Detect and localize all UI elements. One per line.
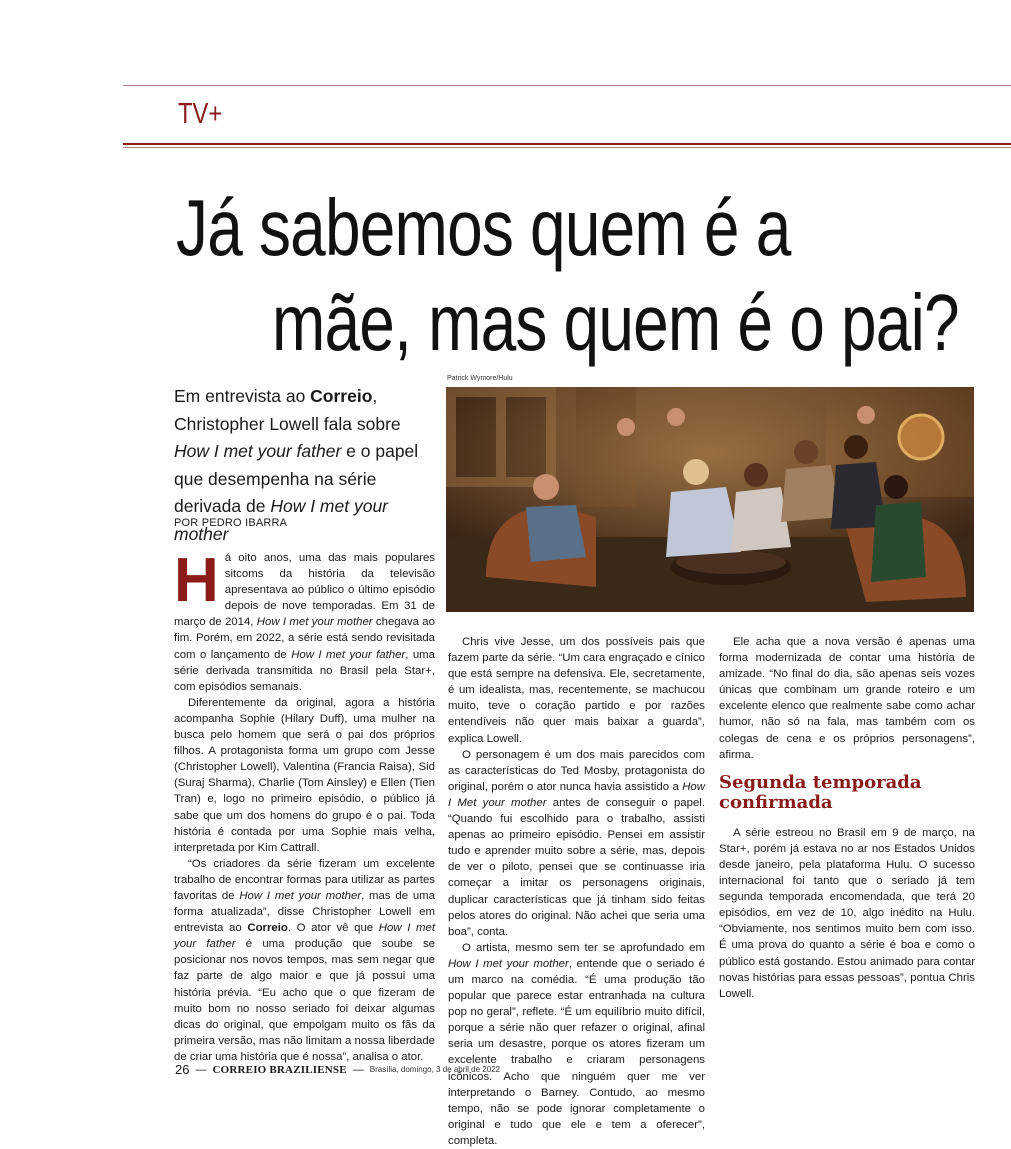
deck: Em entrevista ao Correio, Christopher Lowell fala sobre How I met your father e o papel que desempenha na série derivada de How I met your mother bbox=[174, 386, 419, 544]
page-number: 26 bbox=[175, 1062, 190, 1077]
article-column-1: Há oito anos, uma das mais populares sitcoms da história da televisão apresentava ao público o último episódio depois de nove temporadas. Em 31 de março de 2014, How I met your mother chegava ao fim. Porém, em 2022, a série está sendo revisitada com o lançamento de How I met your father, uma série derivada transmitida no Brasil pela Star+, com episódios semanais. Diferentemente da original, agora a história acompanha Sophie (Hilary Duff), uma mulher na busca pelo homem que será o pai dos próprios filhos. A protagonista forma um grupo com Jesse (Christopher Lowell), Valentina (Francia Raisa), Sid (Suraj Sharma), Charlie (Tom Ainsley) e Ellen (Tien Tran) e, logo no primeiro episódio, o público já sabe que um dos homens do grupo é o pai. Toda história é contada por uma Sophie mais velha, interpretada por Kim Cattrall. “Os criadores da série fizeram um excelente trabalho de encontrar formas para utilizar as partes favoritas de How I met your mother, mas de uma forma atualizada”, disse Christopher Lowell em entrevista ao Correio. O ator vê que How I met your father é uma produção que soube se posicionar nos novos tempos, mas sem negar que faz parte de algo maior e que já possui uma história prévia. “Eu acho que o que fizeram de muito bom no nosso seriado foi deixar algumas dicas do original, que empolgam muito os fãs da primeira versão, mas não limitam a nossa liberdade de criar uma história que é nossa”, analisa o ator. bbox=[174, 546, 435, 1063]
section-rule bbox=[123, 143, 1011, 145]
page-footer bbox=[175, 1062, 500, 1077]
article-column-2: Chris vive Jesse, um dos possíveis pais que fazem parte da série. “Um cara engraçado e cínico que está sempre na defensiva. Ele, secretamente, é um idealista, mas, recentemente, se machucou muito, teve o coração partido e por razões entendíveis não quer mais baixar a guarda”, explica Lowell. O personagem é um dos mais parecidos com as características do Ted Mosby, protagonista do original, porém o ator nunca havia assistido a How I Met your mother antes de conseguir o papel. “Quando fui escolhido para o trabalho, assisti apenas ao primeiro episódio. Pensei em assistir tudo e aprender muito sobre a série, mas, depois de ver o piloto, pensei que se continuasse iria começar a imitar os personagens originais, duplicar características que já tinham sido feitas pelos atores do original. Não achei que seria uma boa”, conta. O artista, mesmo sem ter se aprofundado em How I met your mother, entende que o seriado é um marco na comédia. “É uma produção tão popular que parece estar entranhada na cultura pop no geral”, reflete. “É um equilíbrio muito difícil, porque a série não quer refazer o original, afinal seria um desastre, porque os atores fizeram um excelente trabalho e criaram personagens icônicos. Acho que ninguém quer me ver interpretando o Barney. Contudo, ao mesmo tempo, não se pode ignorar completamente o original e tudo que ele e tem a oferecer”, completa. bbox=[448, 636, 705, 1147]
deck-brand: Correio bbox=[310, 386, 373, 406]
section-label: TV+ bbox=[178, 98, 223, 130]
headline-line-1: Já sabemos quem é a bbox=[176, 183, 791, 272]
footer-dash: — bbox=[195, 1063, 207, 1076]
article-column-3: Ele acha que a nova versão é apenas uma forma modernizada de contar uma história de amizade. “No final do dia, são apenas seis vozes únicas que combinam um grande roteiro e um excelente elenco que realmente sabe como achar humor, não só na fala, mas também com os colegas de cena e os próprios personagens”, afirma. Segunda temporada confirmada A série estreou no Brasil em 9 de março, na Star+, porém já estava no ar nos Estados Unidos desde janeiro, pela plataforma Hulu. O sucesso internacional foi tanto que o seriado já tem segunda temporada encomendada, que terá 20 episódios, em vez de 10, algo inédito na Hulu. “Obviamente, nos sentimos muito bem com isso. É uma prova do quanto a série é boa e como o público está gostando. Estou animado para contar novas histórias para essas pessoas”, pontua Chris Lowell. bbox=[719, 636, 975, 1000]
headline-line-2: mãe, mas quem é o pai? bbox=[272, 278, 959, 367]
section-rule-thin bbox=[123, 147, 1011, 148]
subhead: Segunda temporada confirmada bbox=[719, 771, 922, 813]
drop-cap: H bbox=[174, 546, 219, 615]
photo-credit: Patrick Wymore/Hulu bbox=[447, 375, 513, 382]
footer-dash: — bbox=[352, 1063, 364, 1076]
cast-photo bbox=[446, 387, 974, 612]
top-rule bbox=[123, 85, 1011, 86]
publication-date: Brasília, domingo, 3 de abril de 2022 bbox=[369, 1065, 501, 1074]
newspaper-brand: CORREIO BRAZILIENSE bbox=[212, 1063, 347, 1076]
byline: POR PEDRO IBARRA bbox=[174, 517, 288, 529]
